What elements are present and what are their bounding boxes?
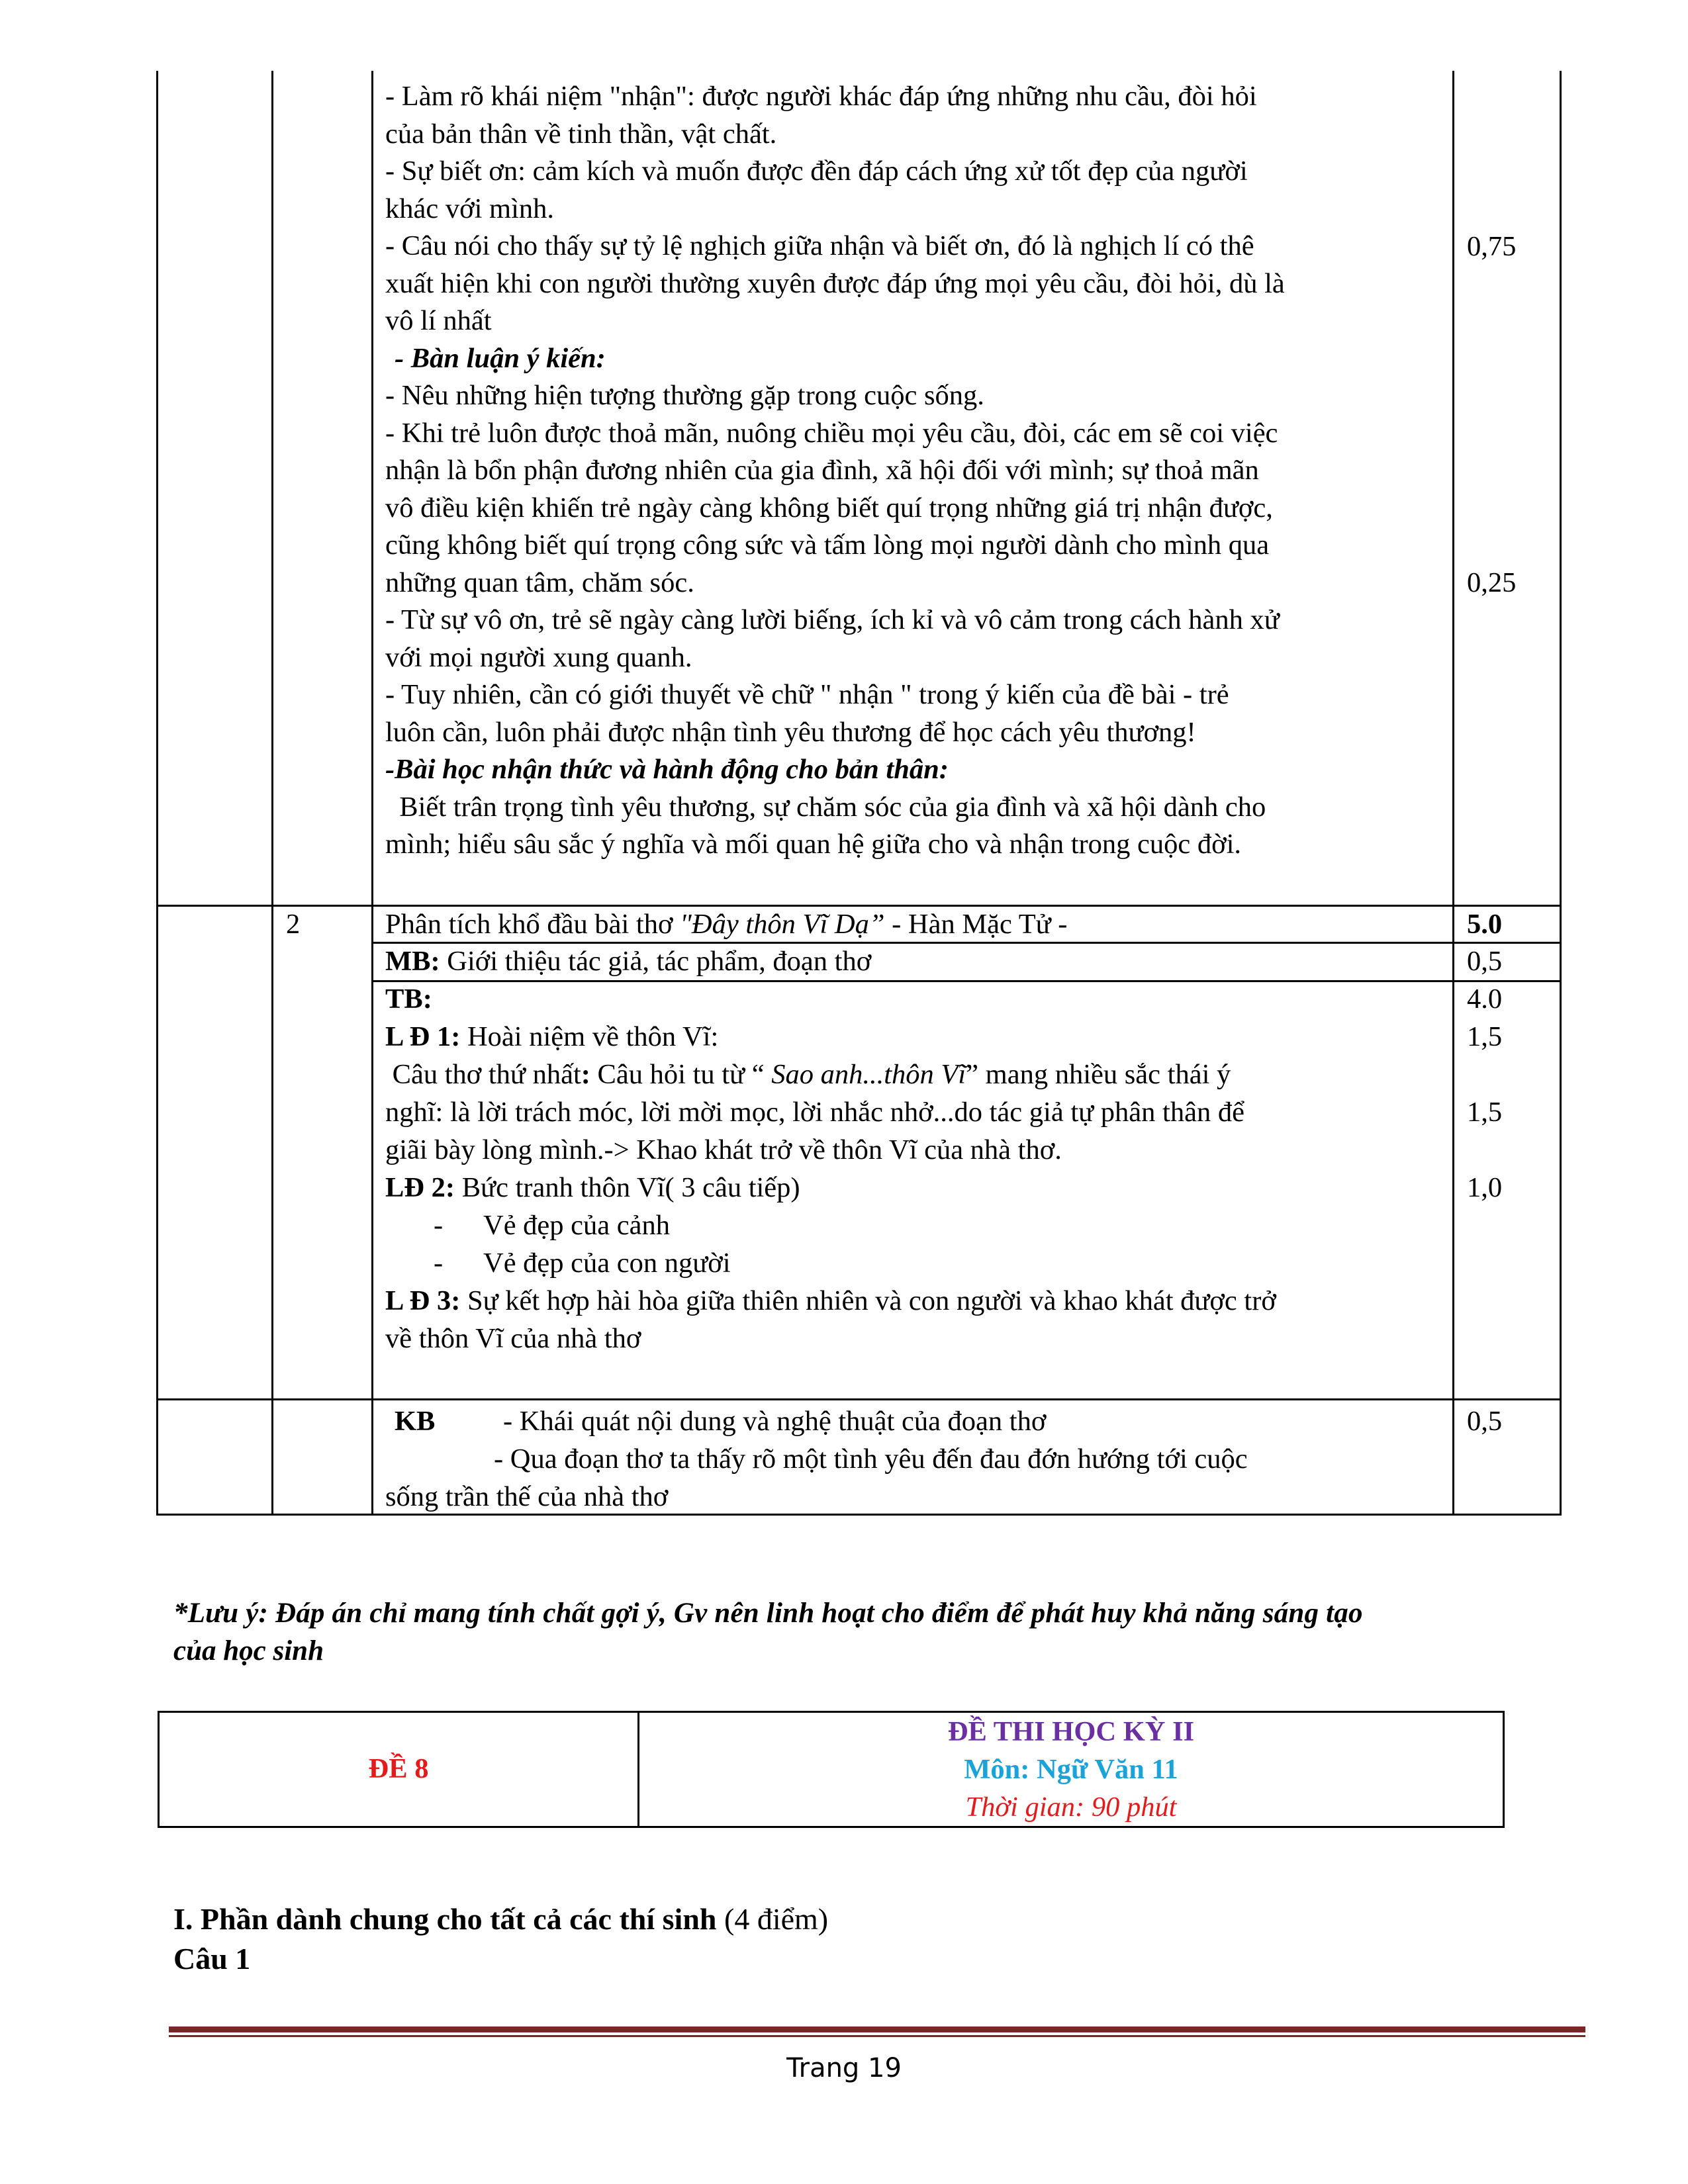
discuss-line-8: với mọi người xung quanh.	[385, 641, 692, 673]
row1-line-4: khác với mình.	[385, 193, 554, 224]
discuss-line-2: - Khi trẻ luôn được thoả mãn, nuông chiều mọi yêu cầu, đòi, các em sẽ coi việc	[385, 417, 1278, 449]
note-line-2: của học sinh	[173, 1635, 324, 1666]
intro-row	[385, 943, 871, 980]
section-heading	[173, 1899, 828, 1939]
question-number: 2	[286, 909, 301, 940]
ld1-row	[385, 1019, 718, 1056]
q-prefix: Câu thơ thứ nhất	[385, 1059, 581, 1090]
discuss-line-10: luôn cần, luôn phải được nhận tình yêu thương để học cách yêu thương!	[385, 716, 1196, 748]
bullet-1: Vẻ đẹp của cảnh	[483, 1210, 670, 1241]
note-line-1: *Lưu ý: Đáp án chỉ mang tính chất gợi ý, Gv nên linh hoạt cho điểm để phát huy khả năng sáng tạo	[173, 1598, 1363, 1629]
bullet-dash-2: -	[434, 1248, 444, 1279]
discuss-line-7: - Từ sự vô ơn, trẻ sẽ ngày càng lười biếng, ích kỉ và vô cảm trong cách hành xử	[385, 604, 1280, 635]
discuss-heading: - Bàn luận ý kiến:	[395, 342, 606, 374]
q-line-3: giãi bày lòng mình.-> Khao khát trở về thôn Vĩ của nhà thơ.	[385, 1134, 1062, 1165]
lesson-line-2: mình; hiểu sâu sắc ý nghĩa và mối quan hệ giữa cho và nhận trong cuộc đời.	[385, 829, 1242, 860]
kb-label: KB	[395, 1406, 436, 1437]
row1-score-b: 0,25	[1467, 567, 1517, 598]
ld1-score-b: 1,5	[1467, 1097, 1503, 1128]
bullet-2: Vẻ đẹp của con người	[483, 1248, 731, 1279]
question-heading: Câu 1	[173, 1942, 251, 1976]
ld2-label: LĐ 2:	[385, 1172, 455, 1203]
discuss-line-6: những quan tâm, chăm sóc.	[385, 567, 694, 598]
row1-line-7: vô lí nhất	[385, 305, 492, 336]
row1-line-1: - Làm rõ khái niệm "nhận": được người khác đáp ứng những nhu cầu, đòi hỏi	[385, 81, 1257, 112]
tb-score: 4.0	[1467, 983, 1503, 1015]
q-quote: Sao anh...thôn Vĩ	[771, 1059, 966, 1090]
intro-label: MB:	[385, 946, 440, 977]
ld3-label: L Đ 3:	[385, 1285, 461, 1316]
kb-line-3: sống trần thế của nhà thơ	[385, 1481, 669, 1512]
discuss-line-9: - Tuy nhiên, cần có giới thuyết về chữ " nhận " trong ý kiến của đề bài - trẻ	[385, 679, 1229, 710]
ld1-score-a: 1,5	[1467, 1021, 1503, 1052]
poem-title: "Đây thôn Vĩ Dạ”	[680, 909, 885, 940]
discuss-line-3: nhận là bổn phận đương nhiên của gia đình, xã hội đối với mình; sự thoả mãn	[385, 455, 1259, 486]
body-label	[385, 981, 432, 1018]
section-points: (4 điểm)	[716, 1902, 829, 1936]
ld3-text: Sự kết hợp hài hòa giữa thiên nhiên và con người và khao khát được trở	[460, 1285, 1276, 1316]
bullet-dash-1: -	[434, 1210, 444, 1241]
page-number: Trang 19	[786, 2053, 902, 2083]
q-line-1	[385, 1056, 1231, 1093]
row1-line-3: - Sự biết ơn: cảm kích và muốn được đền đáp cách ứng xử tốt đẹp của người	[385, 156, 1248, 187]
kb-line-2: - Qua đoạn thơ ta thấy rõ một tình yêu đến đau đớn hướng tới cuộc	[494, 1443, 1248, 1475]
ld3-line-2: về thôn Vĩ của nhà thơ	[385, 1323, 641, 1354]
q-colon: :	[581, 1059, 590, 1090]
row1-text	[385, 78, 1438, 864]
row1-line-6: xuất hiện khi con người thường xuyên được đáp ứng mọi yêu cầu, đòi hỏi, dù là	[385, 267, 1285, 299]
ld1-label: L Đ 1:	[385, 1021, 461, 1052]
discuss-line-4: vô điều kiện khiến trẻ ngày càng không biết quí trọng những giá trị nhận được,	[385, 492, 1273, 523]
question-prompt	[385, 906, 1067, 943]
exam-code: ĐỀ 8	[368, 1753, 429, 1784]
discuss-line-5: cũng không biết quí trọng công sức và tấm lòng mọi người dành cho mình qua	[385, 529, 1270, 561]
q-mid: Câu hỏi tu từ “	[590, 1059, 772, 1090]
prompt-suffix: - Hàn Mặc Tử -	[884, 909, 1068, 940]
ld2-row	[385, 1169, 800, 1206]
row1-score-a: 0,75	[1467, 231, 1517, 262]
lesson-heading: -Bài học nhận thức và hành động cho bản thân:	[385, 754, 949, 785]
q-line-2: nghĩ: là lời trách móc, lời mời mọc, lời nhắc nhở...do tác giả tự phân thân để	[385, 1097, 1244, 1128]
section-title: I. Phần dành chung cho tất cả các thí sinh	[173, 1902, 717, 1936]
lesson-line-1: Biết trân trọng tình yêu thương, sự chăm sóc của gia đình và xã hội dành cho	[385, 791, 1266, 823]
row1-line-2: của bản thân về tinh thần, vật chất.	[385, 118, 777, 150]
intro-score: 0,5	[1467, 946, 1503, 977]
prompt-prefix: Phân tích khổ đầu bài thơ	[385, 909, 680, 940]
intro-text: Giới thiệu tác giả, tác phẩm, đoạn thơ	[440, 946, 872, 977]
row1-line-5: - Câu nói cho thấy sự tỷ lệ nghịch giữa nhận và biết ơn, đó là nghịch lí có thê	[385, 230, 1254, 261]
ld3-row	[385, 1283, 1276, 1320]
q-end: ” mang nhiều sắc thái ý	[966, 1059, 1231, 1090]
discuss-line-1: - Nêu những hiện tượng thường gặp trong cuộc sống.	[385, 380, 984, 411]
kb-line-1: - Khái quát nội dung và nghệ thuật của đoạn thơ	[503, 1406, 1047, 1437]
exam-duration: Thời gian: 90 phút	[965, 1792, 1177, 1823]
ld1-text: Hoài niệm về thôn Vĩ:	[460, 1021, 719, 1052]
exam-subject: Môn: Ngữ Văn 11	[964, 1754, 1178, 1785]
kb-score: 0,5	[1467, 1406, 1503, 1437]
tb-label: TB:	[385, 983, 432, 1015]
question-total-score: 5.0	[1467, 909, 1503, 940]
ld2-text: Bức tranh thôn Vĩ( 3 câu tiếp)	[455, 1172, 800, 1203]
ld2-score: 1,0	[1467, 1172, 1503, 1203]
exam-title: ĐỀ THI HỌC KỲ II	[947, 1716, 1195, 1747]
